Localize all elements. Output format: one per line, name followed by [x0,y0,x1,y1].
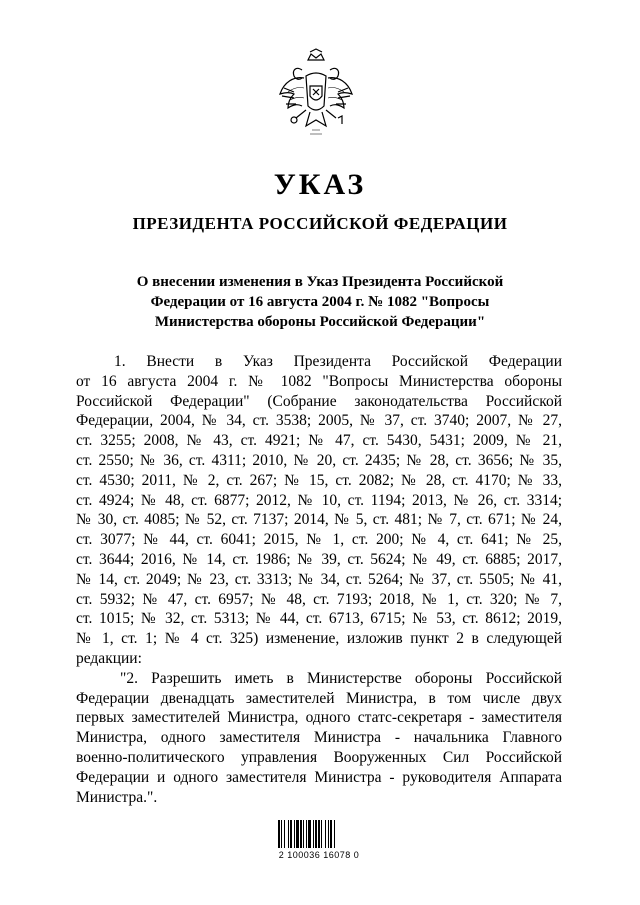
barcode-bar [290,820,292,848]
paragraph-line: Федерации двенадцать заместителей Министра, в том числе двух [76,689,562,707]
barcode-bar [296,820,299,848]
barcode-bar [313,820,314,848]
paragraph-line: "2. Разрешить иметь в Министерстве обороны Российской [120,669,562,687]
decree-issuer: ПРЕЗИДЕНТА РОССИЙСКОЙ ФЕДЕРАЦИИ [132,214,508,233]
document-body [76,352,562,807]
paragraph-line: Федерации и одного заместителя Министра - руководителя Аппарата [76,768,562,786]
barcode-bar [300,820,302,848]
paragraph-line: ст. 3077; № 44, ст. 6041; 2015, № 1, ст. 200; № 4, ст. 641; № 25, [76,531,562,549]
barcode-bar [308,820,311,848]
barcode-bars-icon [276,820,366,848]
barcode-bar [334,820,335,848]
paragraph-line: Федерации, 2004, № 34, ст. 3538; 2005, № 37, ст. 3740; 2007, № 27, [76,412,562,430]
heading-line: Федерации от 16 августа 2004 г. № 1082 "Вопросы [150,294,490,310]
barcode-bar [306,820,307,848]
paragraph-line: от 16 августа 2004 г. № 1082 "Вопросы Министерства обороны [76,372,562,390]
heading-line: О внесении изменения в Указ Президента Российской [136,274,504,290]
state-emblem [276,48,356,142]
paragraph-2 [76,669,562,808]
paragraph-line: 1. Внести в Указ Президента Российской Федерации [114,353,562,370]
document-heading [90,272,550,332]
barcode-bar [278,820,280,848]
paragraph-line: военно-политического управления Вооруженных Сил Российской [76,748,562,766]
barcode-number: 2 100036 16078 0 [278,850,360,860]
barcode-bar [328,820,329,848]
barcode-bar [325,820,326,848]
paragraph-line: ст. 3255; 2008, № 43, ст. 4921; № 47, ст. 5430, 5431; 2009, № 21, [76,432,562,450]
paragraph-line: Российской Федерации" (Собрание законодательства Российской [76,392,562,410]
barcode-bar [294,820,295,848]
paragraph-1 [76,352,562,669]
barcode-bar [284,820,285,848]
barcode-bar [281,820,282,848]
barcode-bar [321,820,322,848]
heading-line: Министерства обороны Российской Федерации" [154,314,486,330]
decree-title: УКАЗ [273,168,367,201]
paragraph-line: № 1, ст. 1; № 4 ст. 325) изменение, изложив пункт 2 в следующей [76,630,562,648]
barcode-bar [303,820,304,848]
double-headed-eagle-icon [276,48,356,142]
barcode-bar [318,820,320,848]
paragraph-line: ст. 2550; № 36, ст. 4311; 2010, № 20, ст. 2435; № 28, ст. 3656; № 35, [76,451,562,469]
paragraph-line: № 14, ст. 2049; № 23, ст. 3313; № 34, ст. 5264; № 37, ст. 5505; № 41, [76,570,562,588]
paragraph-line: ст. 4924; № 48, ст. 6877; 2012, № 10, ст. 1194; 2013, № 26, ст. 3314; [76,491,562,509]
barcode-bar [315,820,317,848]
paragraph-line: Министра, одного заместителя Министра - начальника Главного [76,729,562,747]
barcode-bar [330,820,332,848]
paragraph-line: редакции: [76,649,142,667]
paragraph-line: ст. 3644; 2016, № 14, ст. 1986; № 39, ст. 5624; № 49, ст. 6885; 2017, [76,550,562,568]
paragraph-line: первых заместителей Министра, одного статс-секретаря - заместителя [76,709,562,727]
barcode-bar [288,820,289,848]
paragraph-line: ст. 5932; № 47, ст. 6957; № 48, ст. 7193; 2018, № 1, ст. 320; № 7, [76,590,562,608]
paragraph-line: Министра.". [76,788,158,806]
paragraph-line: ст. 4530; 2011, № 2, ст. 267; № 15, ст. 2082; № 28, ст. 4170; № 33, [76,471,562,489]
paragraph-line: № 30, ст. 4085; № 52, ст. 7137; 2014, № 5, ст. 481; № 7, ст. 671; № 24, [76,511,562,529]
paragraph-line: ст. 1015; № 32, ст. 5313; № 44, ст. 6713, 6715; № 53, ст. 8612; 2019, [76,610,562,628]
